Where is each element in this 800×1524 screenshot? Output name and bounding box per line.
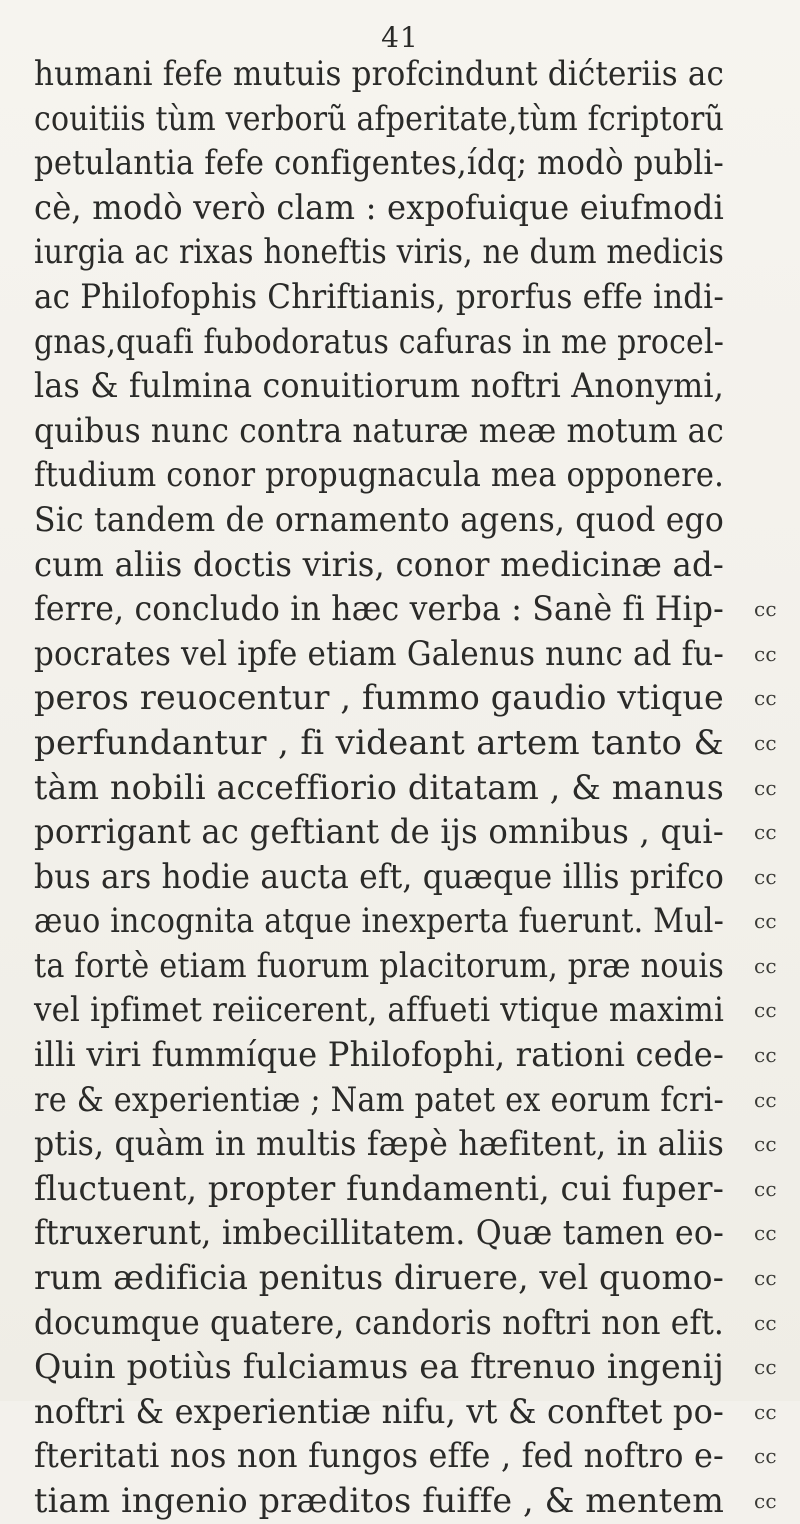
line-text: vel ipfimet reiicerent, affueti vtique maximi [34,990,725,1031]
line-text: documque quatere, candoris noftri non eft. [34,1302,725,1343]
line-text: re & experientiæ ; Nam patet ex eorum fcri- [34,1079,725,1120]
quotation-mark: cc [754,909,777,934]
text-line [34,632,777,677]
line-text: peros reuocentur , fummo gaudio vtique [34,678,724,719]
quotation-mark: cc [754,686,777,711]
text-line [34,1390,777,1435]
line-text: porrigant ac geftiant de ijs omnibus , qui- [34,812,725,853]
text-line [34,453,754,498]
quotation-mark: cc [754,864,777,889]
text-line [34,1345,777,1390]
line-text: æuo incognita atque inexperta fuerunt. Mul- [34,901,724,942]
line-text: couitiis tùm verborũ afperitate,tùm fcriptorũ [34,98,725,139]
line-text: gnas,quafi fubodoratus cafuras in me procel- [34,321,724,362]
text-line [34,186,754,231]
line-text: tiam ingenio præditos fuiffe , & mentem [34,1481,725,1521]
text-line [34,1167,777,1212]
quotation-mark: cc [754,1489,777,1513]
line-text: rum ædificia penitus diruere, vel quomo- [34,1258,725,1299]
line-text: Sic tandem de ornamento agens, quod ego [34,499,725,540]
text-line [34,141,754,186]
line-text: ptis, quàm in multis fæpè hæfitent, in aliis [34,1124,725,1165]
text-line [34,543,754,588]
text-line [34,52,754,97]
line-text: pocrates vel ipfe etiam Galenus nunc ad fu- [34,633,725,674]
line-text: illi viri fummíque Philofophi, rationi cede- [34,1035,725,1076]
text-line [34,1434,777,1479]
line-text: Quin potiùs fulciamus ea ftrenuo ingenij [34,1347,725,1388]
text-line [34,1122,777,1167]
text-line [34,1211,777,1256]
quotation-mark: cc [754,1087,777,1112]
line-text: ftruxerunt, imbecillitatem. Quæ tamen eo- [34,1213,725,1254]
body-text [34,52,777,1524]
text-line [34,944,777,989]
line-text: las & fulmina conuitiorum noftri Anonymi, [34,366,725,407]
text-line [34,1078,777,1123]
line-text: cum aliis doctis viris, conor medicinæ ad- [34,544,724,585]
line-text: tàm nobili acceffiorio ditatam , & manus [34,767,724,808]
quotation-mark: cc [754,730,777,755]
text-line [34,1256,777,1301]
quotation-mark: cc [754,1266,777,1291]
quotation-mark: cc [754,998,777,1023]
line-text: noftri & experientiæ nifu, vt & conftet po- [34,1391,725,1432]
line-text: iurgia ac rixas honeftis viris, ne dum medicis [34,232,725,273]
text-line [34,1301,777,1346]
line-text: ferre, concludo in hæc verba : Sanè fi Hip- [34,589,724,630]
quotation-mark: cc [754,1399,777,1424]
line-text: petulantia fefe configentes,ídq; modò publi- [34,143,724,184]
text-line [34,97,754,142]
text-line [34,899,777,944]
page-number: 41 [381,21,419,54]
text-line [34,364,754,409]
text-line [34,810,777,855]
quotation-mark: cc [754,1355,777,1380]
text-line [34,988,777,1033]
text-line [34,1033,777,1078]
quotation-mark: cc [754,820,777,845]
quotation-mark: cc [754,1310,777,1335]
text-line [34,275,754,320]
quotation-mark: cc [754,775,777,800]
text-line [34,587,777,632]
line-text: fluctuent, propter fundamenti, cui fuper- [34,1168,725,1209]
text-line [34,1479,777,1524]
quotation-mark: cc [754,1176,777,1201]
line-text: humani fefe mutuis profcindunt dićteriis ac [34,54,724,94]
line-text: ac Philofophis Chriftianis, prorfus effe indi- [34,276,725,317]
text-line [34,855,777,900]
text-line [34,409,754,454]
quotation-mark: cc [754,1444,777,1469]
quotation-mark: cc [754,641,777,666]
text-line [34,230,754,275]
quotation-mark: cc [754,1221,777,1246]
line-text: perfundantur , fi videant artem tanto & [34,722,724,763]
text-line [34,766,777,811]
line-text: ta fortè etiam fuorum placitorum, præ nouis [34,945,724,986]
line-text: quibus nunc contra naturæ meæ motum ac [34,410,725,451]
quotation-mark: cc [754,1132,777,1157]
line-text: cè, modò verò clam : expofuique eiufmodi [34,187,724,228]
text-line [34,721,777,766]
text-line [34,676,777,721]
line-text: ftudium conor propugnacula mea opponere. [34,455,725,496]
text-line [34,320,754,365]
line-text: bus ars hodie aucta eft, quæque illis prifco [34,856,725,897]
text-line [34,498,754,543]
quotation-mark: cc [754,953,777,978]
quotation-mark: cc [754,597,777,622]
quotation-mark: cc [754,1043,777,1068]
line-text: fteritati nos non fungos effe , fed noftro e- [34,1436,724,1477]
